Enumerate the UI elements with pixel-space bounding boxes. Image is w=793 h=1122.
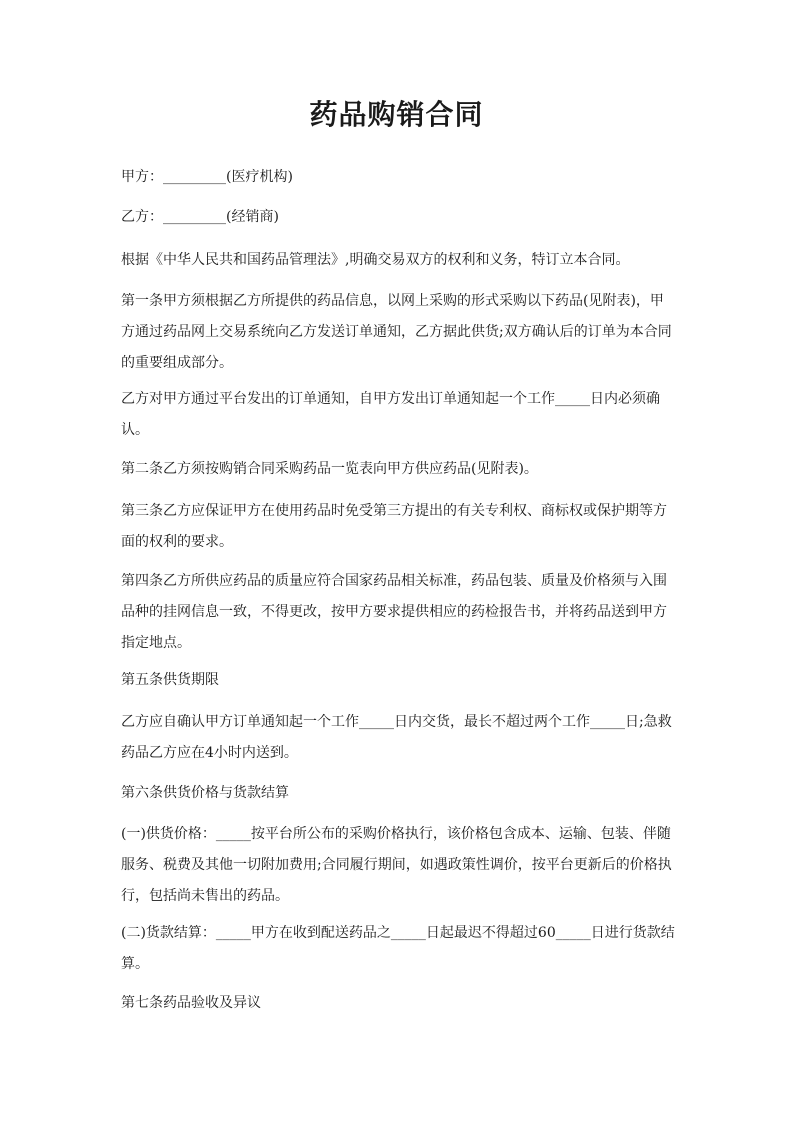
article-6-heading: 第六条供货价格与货款结算 (121, 785, 289, 801)
article-1-paragraph: 第一条甲方须根据乙方所提供的药品信息，以网上采购的形式采购以下药品(见附表)，甲方通过药品网上交易系统向乙方发送订单通知，乙方据此供货;双方确认后的订单为本合同的重要组成部分。 (121, 293, 672, 371)
article-4-paragraph: 第四条乙方所供应药品的质量应符合国家药品相关标准，药品包装、质量及价格须与入围品种的挂网信息一致，不得更改，按甲方要求提供相应的药检报告书，并将药品送到甲方指定地点。 (121, 573, 667, 651)
article-6-price-paragraph: (一)供货价格：_____按平台所公布的采购价格执行，该价格包含成本、运输、包装、伴随服务、税费及其他一切附加费用;合同履行期间，如遇政策性调价，按平台更新后的价格执行，包括尚未售出的药品。 (121, 826, 672, 904)
article-5-paragraph: 乙方应自确认甲方订单通知起一个工作_____日内交货，最长不超过两个工作_____日;急救药品乙方应在4小时内送到。 (121, 714, 672, 761)
party-a-line: 甲方：_________(医疗机构) (121, 169, 293, 185)
article-2-paragraph: 第二条乙方须按购销合同采购药品一览表向甲方供应药品(见附表)。 (121, 461, 538, 477)
party-b-line: 乙方：_________(经销商) (121, 209, 279, 225)
preamble-paragraph: 根据《中华人民共和国药品管理法》,明确交易双方的权利和义务，特订立本合同。 (121, 252, 630, 268)
document-title: 药品购销合同 (309, 98, 484, 131)
confirmation-paragraph: 乙方对甲方通过平台发出的订单通知，自甲方发出订单通知起一个工作_____日内必须确认。 (121, 391, 660, 438)
article-5-heading: 第五条供货期限 (121, 672, 219, 688)
article-6-settlement-paragraph: (二)货款结算：_____甲方在收到配送药品之_____日起最迟不得超过60_____日进行货款结算。 (121, 925, 675, 972)
article-7-heading: 第七条药品验收及异议 (121, 995, 261, 1011)
article-3-paragraph: 第三条乙方应保证甲方在使用药品时免受第三方提出的有关专利权、商标权或保护期等方面的权利的要求。 (121, 503, 667, 550)
